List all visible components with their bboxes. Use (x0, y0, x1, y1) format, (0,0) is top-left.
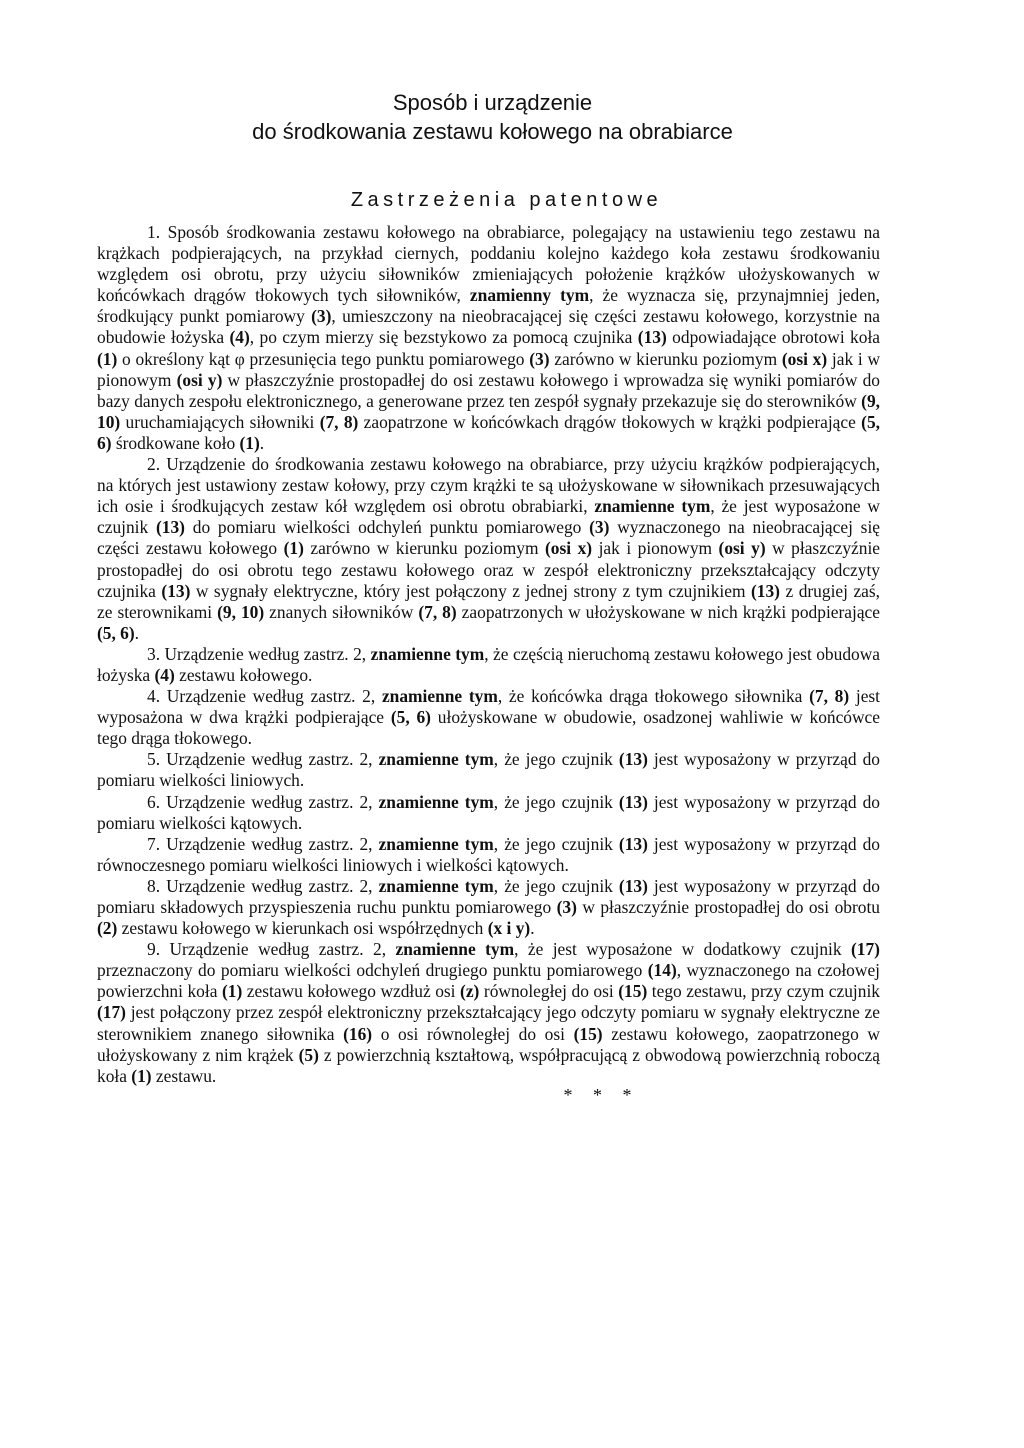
claim-bold-text: (3) (556, 897, 577, 917)
claim-bold-text: (13) (155, 517, 185, 538)
claim-text: , że jego czujnik (493, 833, 619, 854)
claim-9 (97, 939, 880, 1087)
claim-text: , po czym mierzy się bezstykowo za pomocą czujnika (249, 327, 638, 348)
claim-text: jest wyposażony w przyrząd do pomiaru wielkości kątowych. (97, 791, 880, 833)
claim-text: zarówno w kierunku poziomym (303, 538, 545, 559)
claim-text: 9. Urządzenie według zastrz. 2, (147, 939, 396, 960)
claim-3 (97, 644, 880, 686)
claim-bold-text: (osi y) (718, 538, 766, 559)
claim-text: 1. Sposób środkowania zestawu kołowego na obrabiarce, polegający na ustawieniu tego zestawu na krążkach podpierających, na przykład ciernych, poddaniu kolejno każdego koła zestawu środkowaniu względem osi obrotu, przy użyciu siłowników zmieniających położenie krążków ułożyskowanych w końcówkach drągów tłokowych tych siłowników, (97, 222, 880, 306)
claim-bold-text: (9, 10) (217, 601, 265, 622)
claim-bold-text: (z) (460, 981, 480, 1002)
claim-2 (97, 454, 880, 644)
claim-text: zaopatrzonych w ułożyskowane w nich krążki podpierające (456, 601, 880, 622)
claim-5 (97, 749, 880, 791)
claim-bold-text: (1) (239, 432, 260, 453)
claim-text: ułożyskowane w obudowie, osadzonej wahliwie w końcówce tego drąga tłokowego. (97, 707, 880, 749)
claim-bold-text: (3) (311, 306, 332, 327)
claim-bold-text: (13) (618, 833, 648, 854)
claim-bold-text: (17) (97, 1002, 126, 1023)
claim-text: w płaszczyźnie prostopadłej do osi obrotu tego zestawu kołowego oraz w zespół elektroniczny przekształcający odczyty czujnika (97, 538, 881, 601)
claim-text: jak i pionowym (592, 538, 719, 559)
claim-text: zestawu kołowego wzdłuż osi (242, 981, 461, 1002)
claim-text: zestawu kołowego, zaopatrzonego w ułożyskowany z nim krążek (97, 1023, 880, 1065)
claim-text: znanych siłowników (264, 601, 419, 622)
document-title (97, 88, 880, 146)
claim-bold-text: (4) (229, 327, 250, 348)
claim-bold-text: (7, 8) (418, 601, 457, 622)
claim-bold-text: (13) (751, 580, 780, 601)
claim-text: jest wyposażony w przyrząd do równoczesnego pomiaru wielkości liniowych i wielkości kątowych. (97, 833, 880, 875)
claim-text: zestawu kołowego. (174, 664, 313, 685)
claim-text: zestawu. (151, 1065, 217, 1086)
claim-text: , że jest wyposażone w czujnik (97, 496, 880, 538)
claim-text: o określony kąt φ przesunięcia tego punktu pomiarowego (117, 348, 530, 369)
claim-bold-text: (13) (618, 791, 648, 812)
claim-bold-text: (7, 8) (809, 686, 850, 707)
claim-4 (97, 686, 880, 749)
claim-text: 5. Urządzenie według zastrz. 2, (147, 749, 379, 770)
claims-list (97, 222, 880, 1087)
claim-bold-text: (3) (529, 348, 550, 369)
claim-6 (97, 792, 880, 834)
claim-bold-text: znamienne tym (381, 686, 498, 707)
claim-bold-text: (9, 10) (97, 390, 880, 432)
claim-text: , umieszczony na nieobracającej się części zestawu kołowego, korzystnie na obudowie łożyska (97, 306, 880, 348)
claim-bold-text: (15) (573, 1023, 603, 1044)
claim-bold-text: (osi x) (781, 348, 828, 369)
claim-text: 7. Urządzenie według zastrz. 2, (147, 833, 379, 854)
title-line-1: Sposób i urządzenie (392, 90, 593, 115)
claim-bold-text: (13) (637, 327, 667, 348)
claim-bold-text: (3) (589, 517, 610, 538)
claim-bold-text: (1) (97, 348, 118, 369)
claim-bold-text: (14) (647, 960, 677, 981)
claim-text: , że jego czujnik (493, 791, 619, 812)
claim-text: odpowiadające obrotowi koła (666, 327, 880, 348)
claim-text: , że jest wyposażone w dodatkowy czujnik (514, 939, 851, 960)
claim-1 (97, 222, 880, 454)
claim-text: uruchamiających siłowniki (120, 411, 320, 432)
claim-bold-text: (5, 6) (390, 707, 431, 728)
claim-text: 8. Urządzenie według zastrz. 2, (147, 875, 379, 896)
claim-bold-text: znamienne tym (370, 643, 485, 664)
claim-8 (97, 876, 880, 939)
claim-bold-text: (1) (221, 981, 243, 1002)
claim-text: 6. Urządzenie według zastrz. 2, (147, 791, 379, 812)
claim-bold-text: (15) (618, 981, 648, 1002)
claim-text: z powierzchnią kształtową, współpracującą z obwodową powierzchnią roboczą koła (97, 1044, 880, 1086)
claim-text: 2. Urządzenie do środkowania zestawu kołowego na obrabiarce, przy użyciu krążków podpierających, na których jest ustawiony zestaw kołowy, przy czym krążki te są ułożyskowane w siłownikach przesuwających ich osie i środkujących zestaw kół względem osi obrotu obrabiarki, (97, 454, 880, 517)
claim-bold-text: (5, 6) (97, 622, 135, 643)
title-line-2: do środkowania zestawu kołowego na obrabiarce (252, 119, 733, 144)
claim-text: , że częścią nieruchomą zestawu kołowego jest obudowa łożyska (97, 643, 880, 685)
claim-text: zestawu kołowego w kierunkach osi współrzędnych (117, 918, 488, 939)
claim-text: jest wyposażony w przyrząd do pomiaru wielkości liniowych. (97, 749, 880, 791)
claim-bold-text: (osi y) (176, 369, 223, 390)
section-heading: Zastrzeżenia patentowe (350, 189, 663, 211)
claim-text: , że końcówka drąga tłokowego siłownika (497, 686, 810, 707)
claim-text: 4. Urządzenie według zastrz. 2, (147, 686, 382, 707)
claim-bold-text: znamienne tym (378, 833, 494, 854)
claim-bold-text: znamienne tym (378, 875, 494, 896)
claim-bold-text: (1) (131, 1065, 152, 1086)
claim-text: , wyznaczonego na czołowej powierzchni koła (97, 960, 880, 1002)
claim-bold-text: znamienne tym (378, 749, 494, 770)
claim-text: o osi równoległej do osi (372, 1023, 574, 1044)
claim-bold-text: znamienne tym (594, 496, 711, 517)
claim-text: do pomiaru wielkości odchyleń punktu pomiarowego (184, 517, 590, 538)
claim-text: zaopatrzone w końcówkach drągów tłokowych w krążki podpierające (358, 411, 862, 432)
claim-bold-text: (16) (343, 1023, 373, 1044)
claim-text: . (259, 432, 265, 453)
claim-text: jak i w pionowym (97, 348, 881, 390)
claim-text: przeznaczony do pomiaru wielkości odchyleń drugiego punktu pomiarowego (97, 960, 648, 981)
patent-page (97, 88, 880, 1106)
claim-bold-text: (13) (618, 875, 648, 896)
claim-bold-text: (x i y) (487, 918, 531, 939)
claim-bold-text: (4) (154, 664, 175, 685)
claim-text: jest wyposażona w dwa krążki podpierające (97, 686, 881, 728)
claim-text: zarówno w kierunku poziomym (549, 348, 782, 369)
claim-text: środkowane koło (111, 432, 240, 453)
end-marker: * * * (563, 1084, 640, 1105)
claim-text: jest połączony przez zespół elektroniczny przekształcający jego odczyty pomiaru w sygnały elektryczne ze sterownikiem znanego siłownika (97, 1002, 880, 1044)
claim-bold-text: (5, 6) (97, 411, 880, 453)
claim-text: . (134, 622, 140, 643)
claim-text: w płaszczyźnie prostopadłej do osi zestawu kołowego i wprowadza się wyniki pomiarów do bazy danych zespołu elektronicznego, a generowane przez ten zespół sygnały przekazuje się do sterowników (97, 369, 880, 411)
claim-text: 3. Urządzenie według zastrz. 2, (147, 643, 371, 664)
claim-bold-text: (13) (618, 749, 648, 770)
claim-bold-text: (5) (298, 1044, 319, 1065)
claim-7 (97, 834, 880, 876)
claim-text: , że wyznacza się, przynajmniej jeden, środkujący punkt pomiarowy (97, 285, 880, 327)
claim-text: w płaszczyźnie prostopadłej do osi obrotu (576, 897, 880, 917)
claim-bold-text: znamienne tym (395, 939, 515, 960)
claim-text: tego zestawu, przy czym czujnik (647, 981, 880, 1002)
claim-text: , że jego czujnik (493, 875, 619, 896)
claim-bold-text: (osi x) (545, 538, 593, 559)
claim-bold-text: (13) (161, 580, 191, 601)
claim-text: w sygnały elektryczne, który jest połączony z jednej strony z tym czujnikiem (190, 580, 751, 601)
claim-bold-text: znamienny tym (469, 285, 590, 306)
claim-text: , że jego czujnik (493, 749, 619, 770)
claim-text: równoległej do osi (479, 981, 619, 1002)
claim-text: . (530, 918, 535, 939)
claim-bold-text: (17) (851, 939, 880, 960)
claim-bold-text: (2) (97, 918, 118, 939)
claim-text: wyznaczonego na nieobracającej się części zestawu kołowego (97, 517, 880, 559)
claim-bold-text: (1) (283, 538, 304, 559)
claim-bold-text: znamienne tym (378, 791, 494, 812)
claim-text: z drugiej zaś, ze sterownikami (97, 580, 880, 622)
claim-bold-text: (7, 8) (319, 411, 359, 432)
claim-text: jest wyposażony w przyrząd do pomiaru składowych przyspieszenia ruchu punktu pomiarowego (97, 875, 880, 917)
